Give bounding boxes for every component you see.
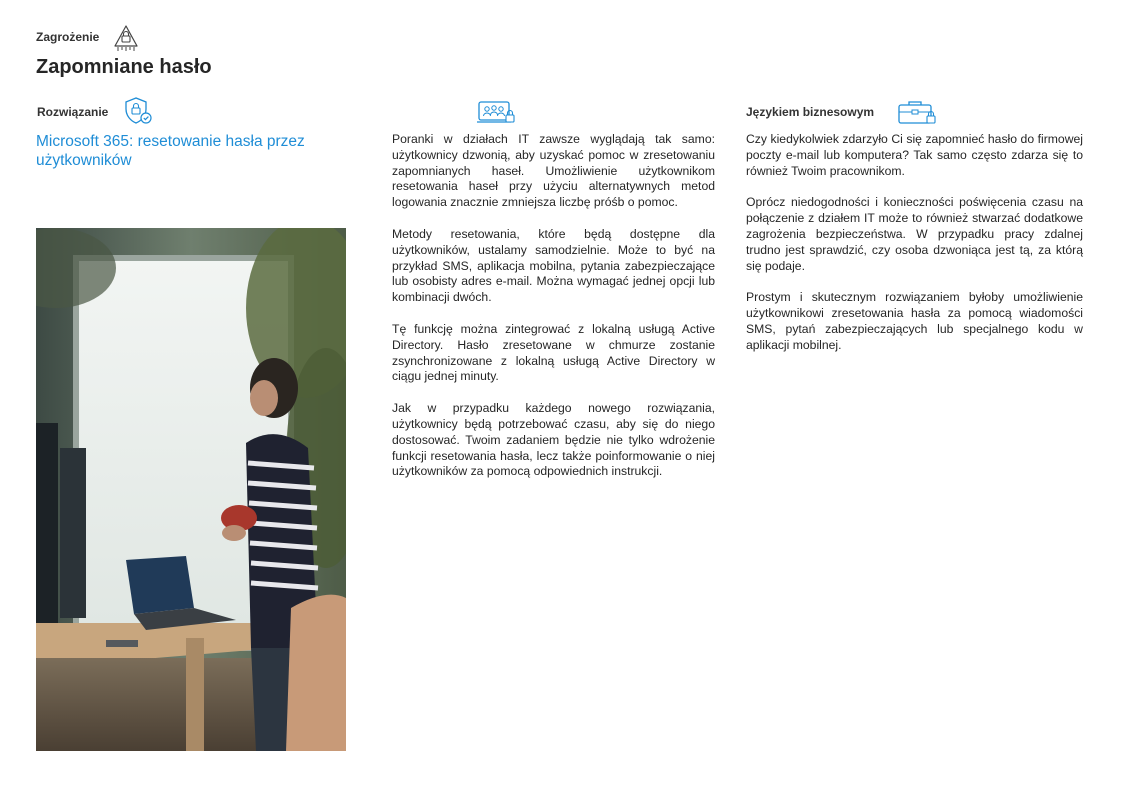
middle-paragraph: Metody resetowania, które będą dostępne dla użytkowników, ustalamy samodzielnie. Może to być na przykład SMS, aplikacja mobilna, pytania zabezpieczające lub osobisty adres e-mail. Można wymagać jednej opcji lub kombinacji dwóch.: [392, 226, 715, 305]
threat-label: Zagrożenie: [36, 30, 100, 44]
business-paragraph: Prostym i skutecznym rozwiązaniem byłoby umożliwienie użytkownikowi zresetowania hasła za pomocą wiadomości SMS, pytań zabezpieczających lub specjalnego kodu w aplikacji mobilnej.: [746, 290, 1083, 352]
business-column: [746, 132, 1083, 370]
alert-lock-icon: [111, 24, 141, 52]
briefcase-lock-icon: [896, 98, 938, 128]
middle-paragraph: Tę funkcję można zintegrować z lokalną usługą Active Directory. Hasło zresetowane w chmurze zostanie zsynchronizowane z lokalną usługą Active Directory w ciągu jednej minuty.: [392, 321, 715, 384]
middle-paragraph: Jak w przypadku każdego nowego rozwiązania, użytkownicy będą potrzebować czasu, aby się do niego dostosować. Twoim zadaniem będzie nie tylko wdrożenie funkcji resetowania hasła, lecz także poinformowanie o niej użytkowników za pomocą odpowiednich instrukcji.: [392, 401, 715, 479]
middle-paragraph: Poranki w działach IT zawsze wyglądają tak samo: użytkownicy dzwonią, aby uzyskać pomoc w zresetowaniu zapomnianych haseł. Umożliwienie użytkownikom resetowania haseł przy użyciu alternatywnych metod logowania znacznie zmniejsza liczbę próśb o pomoc.: [392, 132, 715, 210]
office-photo: [36, 228, 346, 751]
solution-label: Rozwiązanie: [37, 105, 109, 119]
middle-column: [392, 132, 715, 496]
page-title: Zapomniane hasło: [36, 56, 212, 78]
business-paragraph: Czy kiedykolwiek zdarzyło Ci się zapomnieć hasło do firmowej poczty e-mail lub komputera? Tak samo często zdarza się to również Twoim pracownikom.: [746, 132, 1083, 178]
business-label: Językiem biznesowym: [746, 105, 875, 119]
solution-title: Microsoft 365: resetowanie hasła przez użytkowników: [36, 133, 305, 169]
shield-lock-icon: [122, 96, 154, 126]
group-presentation-lock-icon: [475, 98, 517, 128]
business-paragraph: Oprócz niedogodności i konieczności poświęcenia czasu na połączenie z działem IT może to również stwarzać dodatkowe zagrożenia bezpieczeństwa. W przypadku pracy zdalnej trudno jest sprawdzić, czy osoba dzwoniąca jest tą, za którą się podaje.: [746, 195, 1083, 273]
